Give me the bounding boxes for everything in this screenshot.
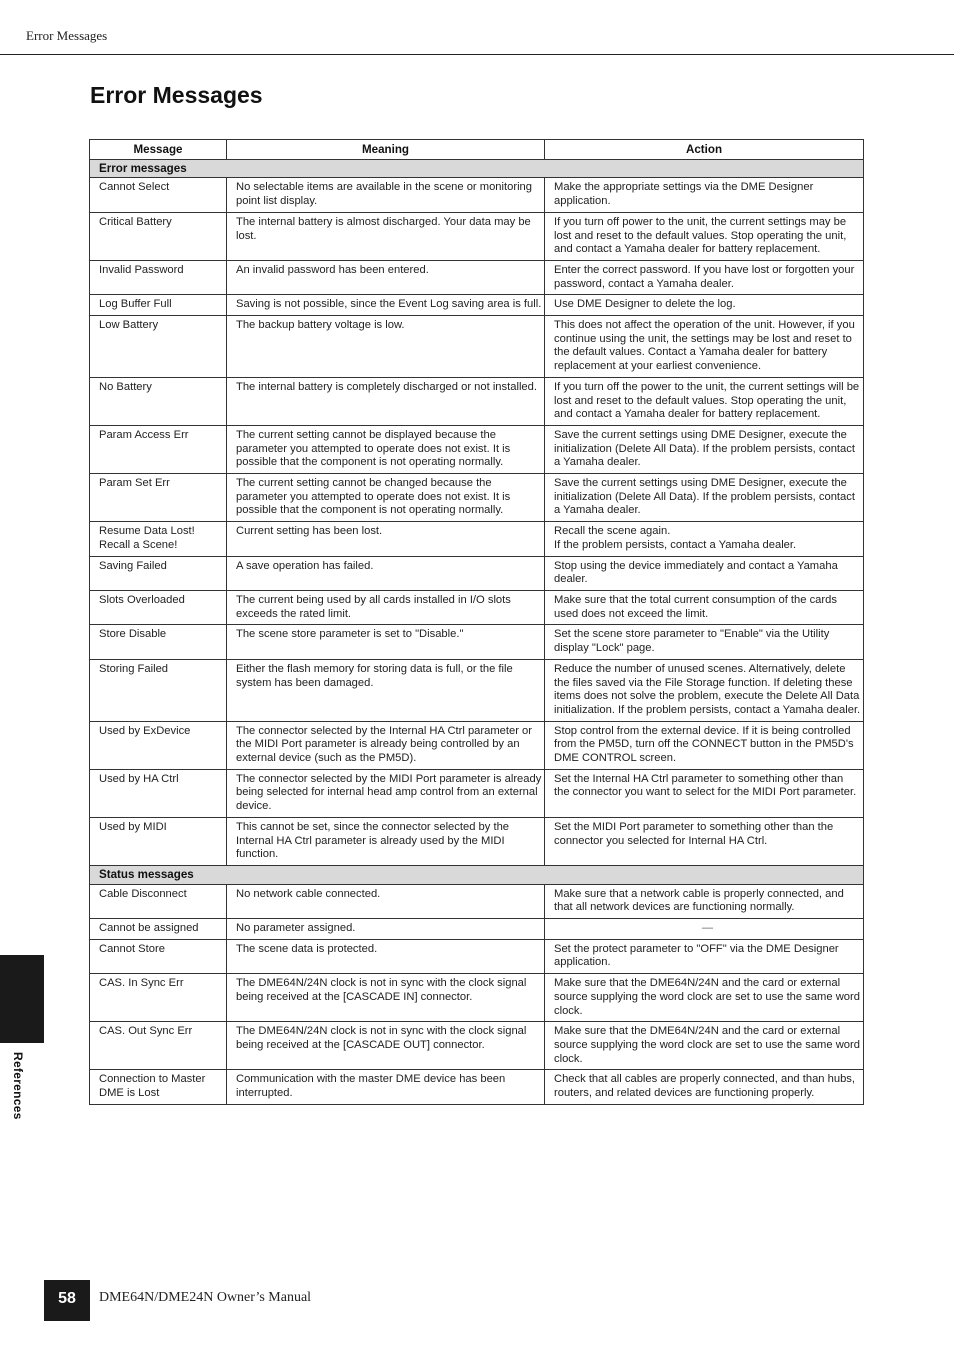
meaning-cell: No selectable items are available in the scene or monitoring point list display. (227, 178, 545, 212)
meaning-cell: Current setting has been lost. (227, 522, 545, 556)
meaning-cell: An invalid password has been entered. (227, 260, 545, 294)
action-cell: If you turn off the power to the unit, the current settings will be lost and reset to the default values. Stop operating the unit, and contact a Yamaha dealer for battery replacement. (545, 377, 864, 425)
message-cell (90, 919, 227, 940)
action-cell: Make sure that the DME64N/24N and the card or external source supplying the word clock are set to use the same word clock. (545, 974, 864, 1022)
meaning-cell: The scene store parameter is set to "Disable." (227, 625, 545, 659)
message-cell-line: Used by MIDI (99, 820, 167, 833)
message-cell (90, 769, 227, 817)
meaning-cell: Communication with the master DME device has been interrupted. (227, 1070, 545, 1104)
table-row (90, 625, 864, 659)
action-cell: Enter the correct password. If you have lost or forgotten your password, contact a Yamaha dealer. (545, 260, 864, 294)
action-cell (545, 522, 864, 556)
message-cell-line: Cable Disconnect (99, 887, 187, 900)
message-cell (90, 1070, 227, 1104)
action-cell: Check that all cables are properly connected, and than hubs, routers, and related devices are functioning properly. (545, 1070, 864, 1104)
page-title: Error Messages (90, 82, 263, 108)
action-cell: If you turn off power to the unit, the current settings may be lost and reset to the default values. Stop operating the unit, and contact a Yamaha dealer for battery replacement. (545, 212, 864, 260)
meaning-cell: The current being used by all cards installed in I/O slots exceeds the rated limit. (227, 590, 545, 624)
action-cell: Save the current settings using DME Designer, execute the initialization (Delete All Data). If the problem persists, contact a Yamaha dealer. (545, 425, 864, 473)
page-number: 58 (44, 1280, 90, 1321)
action-cell: Save the current settings using DME Designer, execute the initialization (Delete All Data). If the problem persists, contact a Yamaha dealer. (545, 474, 864, 522)
action-cell: Make sure that the total current consumption of the cards used does not exceed the limit. (545, 590, 864, 624)
action-cell: This does not affect the operation of the unit. However, if you continue using the unit, the settings may be lost and reset to the default values. Contact a Yamaha dealer for battery replacement at your earliest convenience. (545, 316, 864, 378)
section-tab-marker (0, 955, 44, 1043)
meaning-cell: The connector selected by the MIDI Port parameter is already being selected for internal head amp control from an external device. (227, 769, 545, 817)
message-cell-line: Store Disable (99, 628, 167, 641)
table-row (90, 1070, 864, 1104)
message-cell-line: Used by HA Ctrl (99, 772, 179, 785)
meaning-cell: Saving is not possible, since the Event Log saving area is full. (227, 295, 545, 316)
action-cell-line: If the problem persists, contact a Yamaha dealer. (554, 538, 797, 551)
error-messages-table (89, 139, 864, 1105)
message-cell (90, 425, 227, 473)
message-cell-line: Param Access Err (99, 428, 189, 441)
meaning-cell: A save operation has failed. (227, 556, 545, 590)
action-cell: Use DME Designer to delete the log. (545, 295, 864, 316)
message-cell (90, 974, 227, 1022)
message-cell (90, 884, 227, 918)
column-header-action: Action (545, 140, 864, 160)
meaning-cell: The internal battery is completely discharged or not installed. (227, 377, 545, 425)
table-row (90, 919, 864, 940)
message-cell (90, 817, 227, 865)
message-cell (90, 260, 227, 294)
table-row (90, 659, 864, 721)
meaning-cell: Either the flash memory for storing data is full, or the file system has been damaged. (227, 659, 545, 721)
action-cell: Make sure that the DME64N/24N and the card or external source supplying the word clock are set to use the same word clock. (545, 1022, 864, 1070)
column-header-meaning: Meaning (227, 140, 545, 160)
meaning-cell: No parameter assigned. (227, 919, 545, 940)
table-row (90, 474, 864, 522)
message-cell (90, 522, 227, 556)
section-title: Status messages (90, 865, 864, 884)
table-row (90, 1022, 864, 1070)
action-cell: Stop control from the external device. If it is being controlled from the PM5D, turn off the CONNECT button in the PM5D's DME CONTROL screen. (545, 721, 864, 769)
table-row (90, 295, 864, 316)
meaning-cell: The DME64N/24N clock is not in sync with the clock signal being received at the [CASCADE IN] connector. (227, 974, 545, 1022)
message-cell-line: Slots Overloaded (99, 593, 185, 606)
message-cell-line: Critical Battery (99, 215, 172, 228)
table-row (90, 377, 864, 425)
table-row (90, 425, 864, 473)
table-row (90, 884, 864, 918)
message-cell (90, 295, 227, 316)
message-cell (90, 316, 227, 378)
message-cell-line: Low Battery (99, 319, 159, 332)
action-cell: Stop using the device immediately and contact a Yamaha dealer. (545, 556, 864, 590)
message-cell-line: Resume Data Lost! (99, 525, 195, 538)
action-cell: — (545, 919, 864, 940)
table-row (90, 556, 864, 590)
section-tab-label: References (11, 1052, 25, 1120)
message-cell-line: Saving Failed (99, 559, 167, 572)
table-row (90, 316, 864, 378)
message-cell-line: Cannot Store (99, 942, 165, 955)
message-cell (90, 178, 227, 212)
meaning-cell: The current setting cannot be changed because the parameter you attempted to operate does not exist. It is possible that the component is not operating normally. (227, 474, 545, 522)
action-cell: Set the protect parameter to "OFF" via the DME Designer application. (545, 939, 864, 973)
header-rule (0, 54, 954, 55)
message-cell (90, 590, 227, 624)
message-cell (90, 625, 227, 659)
message-cell-line: No Battery (99, 380, 152, 393)
message-cell-line: Param Set Err (99, 477, 170, 490)
meaning-cell: The connector selected by the Internal HA Ctrl parameter or the MIDI Port parameter is already being controlled by an external device (such as the PM5D). (227, 721, 545, 769)
meaning-cell: No network cable connected. (227, 884, 545, 918)
message-cell (90, 474, 227, 522)
meaning-cell: The current setting cannot be displayed because the parameter you attempted to operate does not exist. It is possible that the component is not operating normally. (227, 425, 545, 473)
action-cell-line: Recall the scene again. (554, 525, 671, 538)
table-row (90, 212, 864, 260)
action-cell: Make the appropriate settings via the DME Designer application. (545, 178, 864, 212)
section-row (90, 159, 864, 178)
meaning-cell: The backup battery voltage is low. (227, 316, 545, 378)
message-cell-line: DME is Lost (99, 1087, 160, 1100)
message-cell (90, 659, 227, 721)
table-row (90, 178, 864, 212)
message-cell (90, 377, 227, 425)
section-row (90, 865, 864, 884)
action-cell: Set the MIDI Port parameter to something other than the connector you selected for Internal HA Ctrl. (545, 817, 864, 865)
action-cell: Set the Internal HA Ctrl parameter to something other than the connector you want to select for the MIDI Port parameter. (545, 769, 864, 817)
message-cell-line: CAS. Out Sync Err (99, 1025, 193, 1038)
footer-manual-title: DME64N/DME24N Owner’s Manual (99, 1290, 312, 1305)
meaning-cell: The internal battery is almost discharged. Your data may be lost. (227, 212, 545, 260)
message-cell-line: Storing Failed (99, 662, 169, 675)
section-title: Error messages (90, 159, 864, 178)
message-cell (90, 721, 227, 769)
table-row (90, 522, 864, 556)
action-cell: Reduce the number of unused scenes. Alternatively, delete the files saved via the File Storage function. If deleting these items does not solve the problem, execute the Delete All Data initialization. If the problem persists, contact a Yamaha dealer. (545, 659, 864, 721)
message-cell (90, 939, 227, 973)
table-body (90, 159, 864, 1104)
message-cell-line: Used by ExDevice (99, 724, 191, 737)
meaning-cell: This cannot be set, since the connector selected by the Internal HA Ctrl parameter is already used by the MIDI function. (227, 817, 545, 865)
action-cell: Make sure that a network cable is properly connected, and that all network devices are functioning normally. (545, 884, 864, 918)
table-row (90, 769, 864, 817)
message-cell-line: Connection to Master (99, 1073, 206, 1086)
column-header-message: Message (90, 140, 227, 160)
table-row (90, 974, 864, 1022)
message-cell-line: Log Buffer Full (99, 298, 172, 311)
message-cell-line: CAS. In Sync Err (99, 977, 184, 990)
table-row (90, 939, 864, 973)
table-row (90, 260, 864, 294)
message-cell-line: Invalid Password (99, 263, 184, 276)
message-cell-line: Recall a Scene! (99, 538, 178, 551)
meaning-cell: The DME64N/24N clock is not in sync with the clock signal being received at the [CASCADE OUT] connector. (227, 1022, 545, 1070)
table-row (90, 817, 864, 865)
message-cell-line: Cannot Select (99, 181, 170, 194)
message-cell (90, 1022, 227, 1070)
table-row (90, 721, 864, 769)
table-header-row (90, 140, 864, 160)
running-header: Error Messages (26, 28, 108, 43)
message-cell (90, 212, 227, 260)
message-cell (90, 556, 227, 590)
meaning-cell: The scene data is protected. (227, 939, 545, 973)
table-row (90, 590, 864, 624)
message-cell-line: Cannot be assigned (99, 922, 199, 935)
action-cell: Set the scene store parameter to "Enable" via the Utility display "Lock" page. (545, 625, 864, 659)
